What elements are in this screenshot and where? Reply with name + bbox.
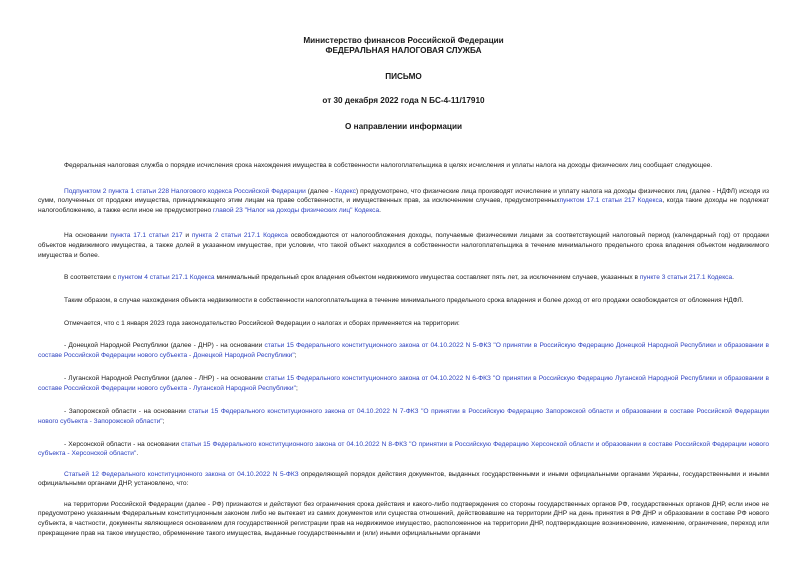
paragraph-text: Отмечается, что с 1 января 2023 года законодательство Российской Федерации о налогах и сборах применяется на территории: [64, 320, 460, 328]
paragraph-text: и [182, 232, 192, 240]
law-reference-link[interactable]: статьи 15 Федерального конституционного закона от 04.10.2022 N 8-ФКЗ "О принятии в Российскую Федерацию Херсонской области и образовании в составе Российской Федерации нового субъекта - Херсонской области" [38, 440, 769, 458]
law-reference-link[interactable]: статьи 15 Федерального конституционного закона от 04.10.2022 N 5-ФКЗ "О принятии в Российскую Федерацию Донецкой Народной Республики и образовании в составе Российской Федерации нового субъекта - Донецкой Народной Республики" [38, 341, 769, 359]
paragraph [38, 273, 769, 283]
paragraph-text: Таким образом, в случае нахождения объекта недвижимости в собственности налогоплательщика в течение минимального предельного срока владения и более доход от его продажи освобождается от обложения НДФЛ. [64, 296, 744, 304]
law-reference-link[interactable]: пункта 17.1 статьи 217 [110, 232, 183, 240]
paragraph-text: . [379, 206, 381, 214]
paragraph-text: . [732, 274, 734, 282]
paragraph [38, 341, 769, 360]
paragraph-text: ; [295, 384, 298, 392]
paragraph-text: На основании [64, 232, 111, 240]
service-name: ФЕДЕРАЛЬНАЯ НАЛОГОВАЯ СЛУЖБА [325, 46, 482, 55]
paragraph [38, 500, 769, 538]
document-body [38, 161, 769, 538]
paragraph [38, 407, 769, 426]
paragraph-text: ; [162, 417, 165, 425]
paragraph-text: на территории Российской Федерации (далее - РФ) признаются и действуют без ограничения срока действия и какого-либо подтверждения со стороны государственных органов РФ, государственных органов ДНР, если иное не предусмотрено указанным Федеральным конституционным законом либо не вытекает из самих документов или существа отношений, действовавшие на территории ДНР на день принятия в РФ ДНР и образовании в составе РФ нового субъекта, в частности, документы являющиеся основанием для государственной регистрации прав на недвижимое имущество, расположенное на территории ДНР, подтверждающие возникновение, изменение, ограничение, переход или прекращение прав на такое имущество, обременение такого имущества, выданные государственными и (или) иными официальными органами [38, 500, 769, 537]
paragraph-text: . [136, 450, 139, 458]
paragraph [38, 296, 769, 306]
law-reference-link[interactable]: статьи 15 Федерального конституционного закона от 04.10.2022 N 7-ФКЗ "О принятии в Российскую Федерацию Запорожской области и образовании в составе Российской Федерации нового субъекта - Запорожской области" [38, 408, 769, 425]
ministry-name: Министерство финансов Российской Федерации [303, 36, 504, 45]
paragraph-text: ) предусмотрено, что физические лица производят исчисление и уплату налога на доходы физических лиц (далее - НДФЛ) исходя из сумм, полученных от продажи имущества, принадлежащего этим лицам на праве собственности, и имущественных прав, за исключением случаев, предусмотренных [38, 187, 769, 205]
law-reference-link[interactable]: статьи 15 Федерального конституционного закона от 04.10.2022 N 6-ФКЗ "О принятии в Российскую Федерацию Луганской Народной Республики и образовании в составе Российской Федерации нового субъекта - Луганской Народной Республики" [38, 375, 769, 392]
paragraph-text: - Запорожской области - на основании [64, 408, 189, 416]
law-reference-link[interactable]: пунктом 17.1 статьи 217 Кодекса [559, 197, 663, 205]
paragraph-text: определяющей порядок действия документов, выданных государственными и иными официальными органами Украины, государственными и иными официальными органами ДНР, установлено, что: [38, 470, 769, 488]
paragraph [38, 440, 769, 459]
law-reference-link[interactable]: пунктом 4 статьи 217.1 Кодекса [117, 274, 215, 282]
paragraph-text: - Донецкой Народной Республики (далее - ДНР) - на основании [64, 341, 265, 349]
document-subject: О направлении информации [344, 122, 463, 131]
paragraph [38, 319, 769, 329]
document-type: ПИСЬМО [385, 72, 422, 81]
law-reference-link[interactable]: Статьей 12 Федерального конституционного закона от 04.10.2022 N 5-ФКЗ [64, 470, 299, 478]
paragraph-text: , когда такие доходы не подлежат налогообложению, а также если иное не предусмотрено [38, 197, 769, 214]
paragraph [38, 374, 769, 393]
paragraph-text: освобождаются от налогообложения доходы, получаемые физическими лицами за соответствующий налоговый период (календарный год) от продажи объектов недвижимого имущества, а также долей в указанном имуществе, при условии, что такой объект находился в собственности налогоплательщика в течение минимального предельного срока владения объектом недвижимого имущества и более. [38, 232, 769, 259]
paragraph-text: (далее - [305, 187, 335, 195]
paragraph [38, 161, 769, 171]
law-reference-link[interactable]: пункте 3 статьи 217.1 Кодекса [639, 274, 733, 282]
paragraph [38, 470, 769, 489]
law-reference-link[interactable]: Подпунктом 2 пункта 1 статьи 228 Налогового кодекса Российской Федерации [64, 187, 306, 195]
paragraph-text: - Херсонской области - на основании [64, 440, 182, 448]
law-reference-link[interactable]: пункта 2 статьи 217.1 Кодекса [191, 232, 288, 240]
paragraph-text: ; [294, 351, 297, 359]
paragraph [38, 187, 769, 216]
paragraph-text: - Луганской Народной Республики (далее - ЛНР) - на основании [64, 375, 265, 383]
paragraph-text: В соответствии с [64, 274, 118, 282]
document-date-number: от 30 декабря 2022 года N БС-4-11/17910 [322, 96, 485, 105]
paragraph [38, 231, 769, 260]
paragraph-text: Федеральная налоговая служба о порядке исчисления срока нахождения имущества в собственности налогоплательщика в целях исчисления и уплаты налога на доходы физических лиц сообщает следующее. [64, 162, 713, 169]
law-reference-link[interactable]: Кодекс [334, 187, 356, 195]
law-reference-link[interactable]: главой 23 "Налог на доходы физических лиц" Кодекса [213, 206, 380, 214]
paragraph-text: минимальный предельный срок владения объектом недвижимого имущества составляет пять лет, за исключением случаев, указанных в [214, 274, 640, 282]
